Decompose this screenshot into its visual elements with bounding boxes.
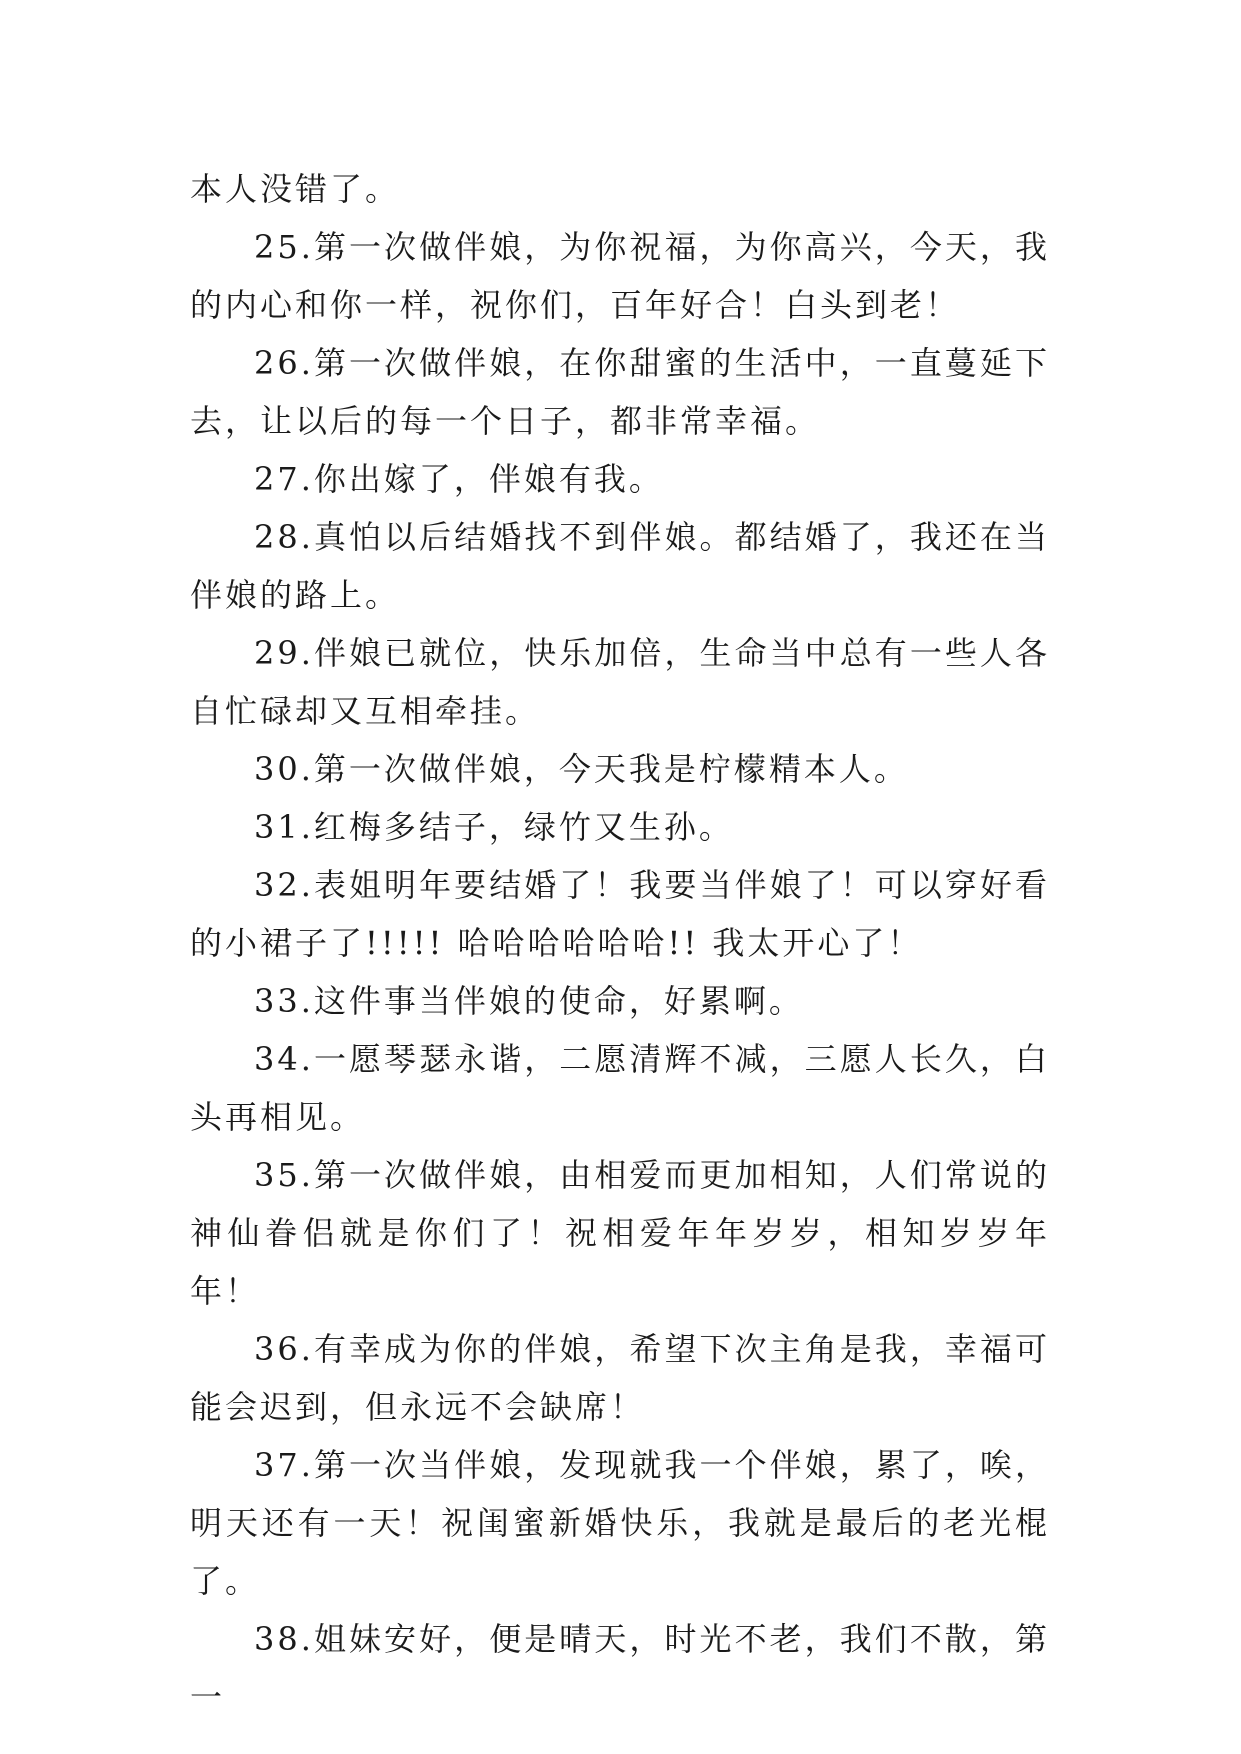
paragraph-35: 35.第一次做伴娘，由相爱而更加相知，人们常说的神仙眷侣就是你们了！祝相爱年年岁岁，相知岁岁年年！	[190, 1156, 1050, 1310]
paragraph-38: 38.姐妹安好，便是晴天，时光不老，我们不散，第一	[190, 1620, 1050, 1716]
paragraph-32: 32.表姐明年要结婚了！我要当伴娘了！可以穿好看的小裙子了!!!!! 哈哈哈哈哈哈!! 我太开心了！	[190, 866, 1050, 962]
paragraph: 本人没错了。	[190, 170, 401, 208]
paragraph-26: 26.第一次做伴娘，在你甜蜜的生活中，一直蔓延下去，让以后的每一个日子，都非常幸福。	[190, 344, 1050, 440]
paragraph-30: 30.第一次做伴娘，今天我是柠檬精本人。	[254, 750, 909, 788]
paragraph-31: 31.红梅多结子，绿竹又生孙。	[254, 808, 734, 846]
paragraph-29: 29.伴娘已就位，快乐加倍，生命当中总有一些人各自忙碌却又互相牵挂。	[190, 634, 1050, 730]
paragraph-37: 37.第一次当伴娘，发现就我一个伴娘，累了，唉，明天还有一天！祝闺蜜新婚快乐，我就是最后的老光棍了。	[190, 1446, 1050, 1600]
paragraph-27: 27.你出嫁了，伴娘有我。	[254, 460, 664, 498]
paragraph-28: 28.真怕以后结婚找不到伴娘。都结婚了，我还在当伴娘的路上。	[190, 518, 1050, 614]
paragraph-34: 34.一愿琴瑟永谐，二愿清辉不减，三愿人长久，白头再相见。	[190, 1040, 1050, 1136]
paragraph-25: 25.第一次做伴娘，为你祝福，为你高兴，今天，我的内心和你一样，祝你们，百年好合！白头到老！	[190, 228, 1050, 324]
paragraph-33: 33.这件事当伴娘的使命，好累啊。	[254, 982, 804, 1020]
document-body	[190, 160, 1050, 1726]
paragraph-36: 36.有幸成为你的伴娘，希望下次主角是我，幸福可能会迟到，但永远不会缺席！	[190, 1330, 1050, 1426]
